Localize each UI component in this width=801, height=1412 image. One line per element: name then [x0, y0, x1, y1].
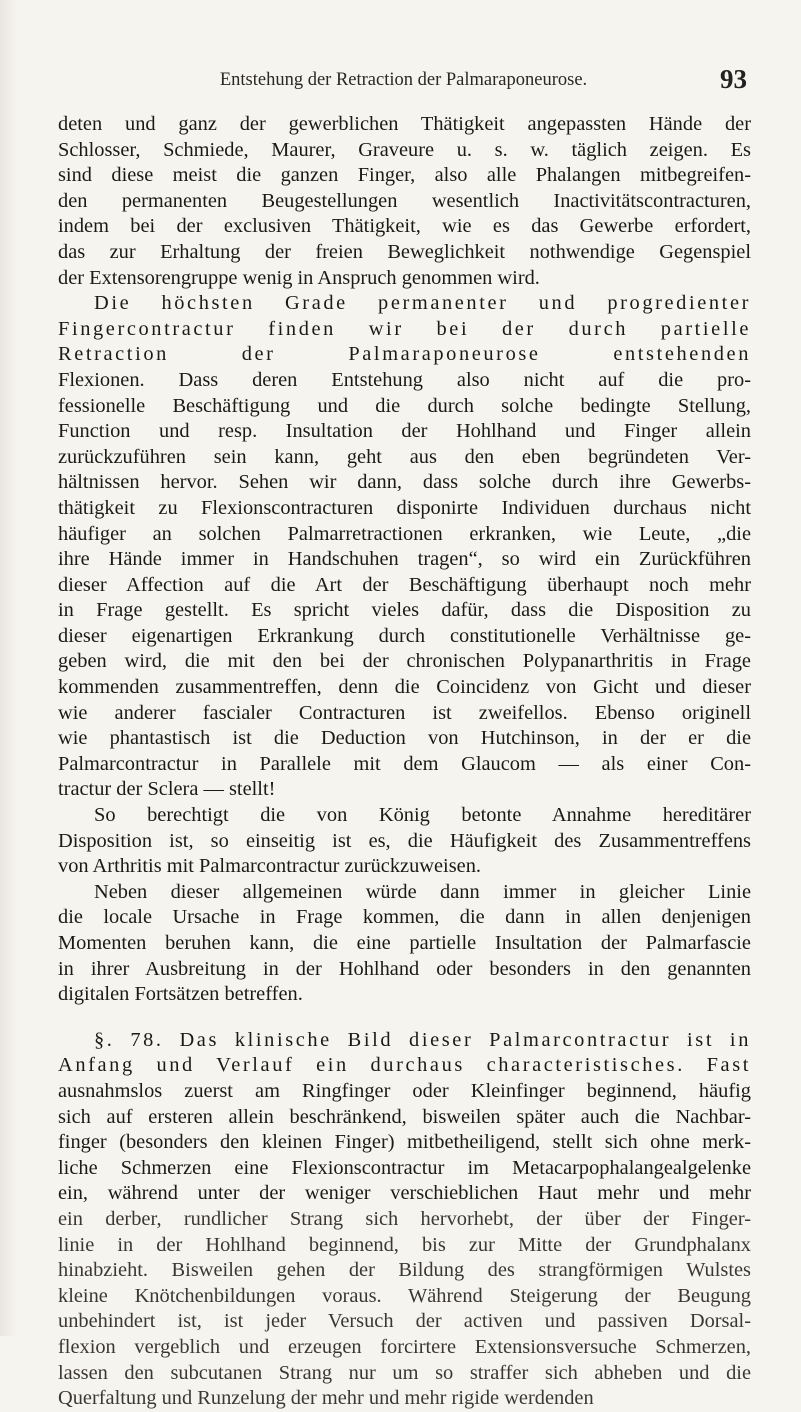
text-line: Momenten beruhen kann, die eine partielle Insultation der Palmarfascie	[58, 932, 751, 954]
text-line: Flexionen. Dass deren Entstehung also nicht auf die pro-	[58, 368, 751, 391]
page-header	[58, 64, 749, 96]
text-line: zurückzuführen sein kann, geht aus den eben begründeten Ver-	[58, 445, 751, 468]
text-line: fessionelle Beschäftigung und die durch solche bedingte Stellung,	[58, 394, 751, 417]
text-line: der Extensorengruppe wenig in Anspruch genommen wird.	[58, 266, 540, 289]
text-line: Disposition ist, so einseitig ist es, die Häufigkeit des Zusammentreffens	[58, 829, 751, 852]
text-line: digitalen Fortsätzen betreffen.	[58, 983, 303, 1006]
text-line: liche Schmerzen eine Flexionscontractur im Metacarpophalangealgelenke	[58, 1156, 751, 1179]
text-line: flexion vergeblich und erzeugen forcirtere Extensionsversuche Schmerzen,	[58, 1335, 751, 1358]
text-line: ausnahmslos zuerst am Ringfinger oder Kleinfinger beginnend, häufig	[58, 1079, 751, 1102]
page-number: 93	[720, 64, 747, 94]
text-line: thätigkeit zu Flexionscontracturen disponirte Individuen durchaus nicht	[58, 496, 751, 519]
text-line: Neben dieser allgemeinen würde dann immer in gleicher Linie	[94, 880, 751, 903]
text-line: dieser Affection auf die Art der Beschäftigung überhaupt noch mehr	[58, 573, 751, 596]
text-line: linie in der Hohlhand beginnend, bis zur Mitte der Grundphalanx	[58, 1233, 751, 1256]
text-line: sind diese meist die ganzen Finger, also alle Phalangen mitbegreifen-	[58, 164, 751, 187]
text-line: hältnissen hervor. Sehen wir dann, dass solche durch ihre Gewerbs-	[58, 471, 751, 494]
body-text	[58, 112, 751, 1412]
text-line: sich auf ersteren allein beschränkend, bisweilen später auch die Nachbar-	[58, 1105, 751, 1128]
text-line: ihre Hände immer in Handschuhen tragen“, so wird ein Zurückführen	[58, 548, 751, 571]
text-line: wie anderer fascialer Contracturen ist zweifellos. Ebenso originell	[58, 701, 751, 724]
text-line: Function und resp. Insultation der Hohlhand und Finger allein	[58, 420, 751, 443]
emphasis-line: Die höchsten Grade permanenter und progredienter	[94, 292, 751, 315]
text-line: in ihrer Ausbreitung in der Hohlhand oder besonders in den genannten	[58, 957, 751, 980]
text-line: dieser eigenartigen Erkrankung durch constitutionelle Verhältnisse ge-	[58, 624, 751, 647]
text-line: finger (besonders den kleinen Finger) mitbetheiligend, stellt sich ohne merk-	[58, 1131, 751, 1154]
text-line: den permanenten Beugestellungen wesentlich Inactivitätscontracturen,	[58, 189, 751, 212]
text-line: kommenden zusammentreffen, denn die Coincidenz von Gicht und dieser	[58, 676, 751, 699]
text-line: Querfaltung und Runzelung der mehr und mehr rigide werdenden	[58, 1387, 594, 1410]
text-line: hinabzieht. Bisweilen gehen der Bildung des strangförmigen Wulstes	[58, 1259, 751, 1282]
emphasis-line: Anfang und Verlauf ein durchaus characteristisches. Fast	[58, 1054, 751, 1077]
text-line: So berechtigt die von König betonte Annahme hereditärer	[94, 804, 751, 827]
text-line: wie phantastisch ist die Deduction von Hutchinson, in der er die	[58, 727, 751, 750]
text-line: kleine Knötchenbildungen voraus. Während Steigerung der Beugung	[58, 1284, 751, 1307]
section-heading-line: §. 78. Das klinische Bild dieser Palmarcontractur ist in	[94, 1028, 751, 1051]
text-line: ein derber, rundlicher Strang sich hervorhebt, der über der Finger-	[58, 1207, 751, 1230]
text-line: Schlosser, Schmiede, Maurer, Graveure u. s. w. täglich zeigen. Es	[58, 138, 751, 161]
text-line: Palmarcontractur in Parallele mit dem Glaucom — als einer Con-	[58, 752, 751, 775]
text-line: häufiger an solchen Palmarretractionen erkranken, wie Leute, „die	[58, 522, 751, 545]
text-line: tractur der Sclera — stellt!	[58, 778, 276, 801]
text-line: ein, während unter der weniger verschieblichen Haut mehr und mehr	[58, 1182, 751, 1205]
text-line: geben wird, die mit den bei der chronischen Polypanarthritis in Frage	[58, 650, 751, 673]
text-line: indem bei der exclusiven Thätigkeit, wie es das Gewerbe erfordert,	[58, 215, 751, 238]
running-title: Entstehung der Retraction der Palmaraponeurose.	[219, 70, 588, 90]
text-line: lassen den subcutanen Strang nur um so straffer sich abheben und die	[58, 1361, 751, 1384]
text-line: die locale Ursache in Frage kommen, die dann in allen denjenigen	[58, 906, 751, 929]
text-line: unbehindert ist, ist jeder Versuch der activen und passiven Dorsal-	[58, 1310, 751, 1333]
section-gap	[58, 1008, 751, 1028]
text-line: das zur Erhaltung der freien Beweglichkeit nothwendige Gegenspiel	[58, 240, 751, 263]
text-line: deten und ganz der gewerblichen Thätigkeit angepassten Hände der	[58, 113, 751, 135]
text-line: in Frage gestellt. Es spricht vieles dafür, dass die Disposition zu	[58, 599, 751, 622]
emphasis-line: Fingercontractur finden wir bei der durch partielle	[58, 317, 751, 340]
text-line: von Arthritis mit Palmarcontractur zurückzuweisen.	[58, 855, 481, 878]
emphasis-line: Retraction der Palmaraponeurose entstehenden	[58, 343, 751, 366]
